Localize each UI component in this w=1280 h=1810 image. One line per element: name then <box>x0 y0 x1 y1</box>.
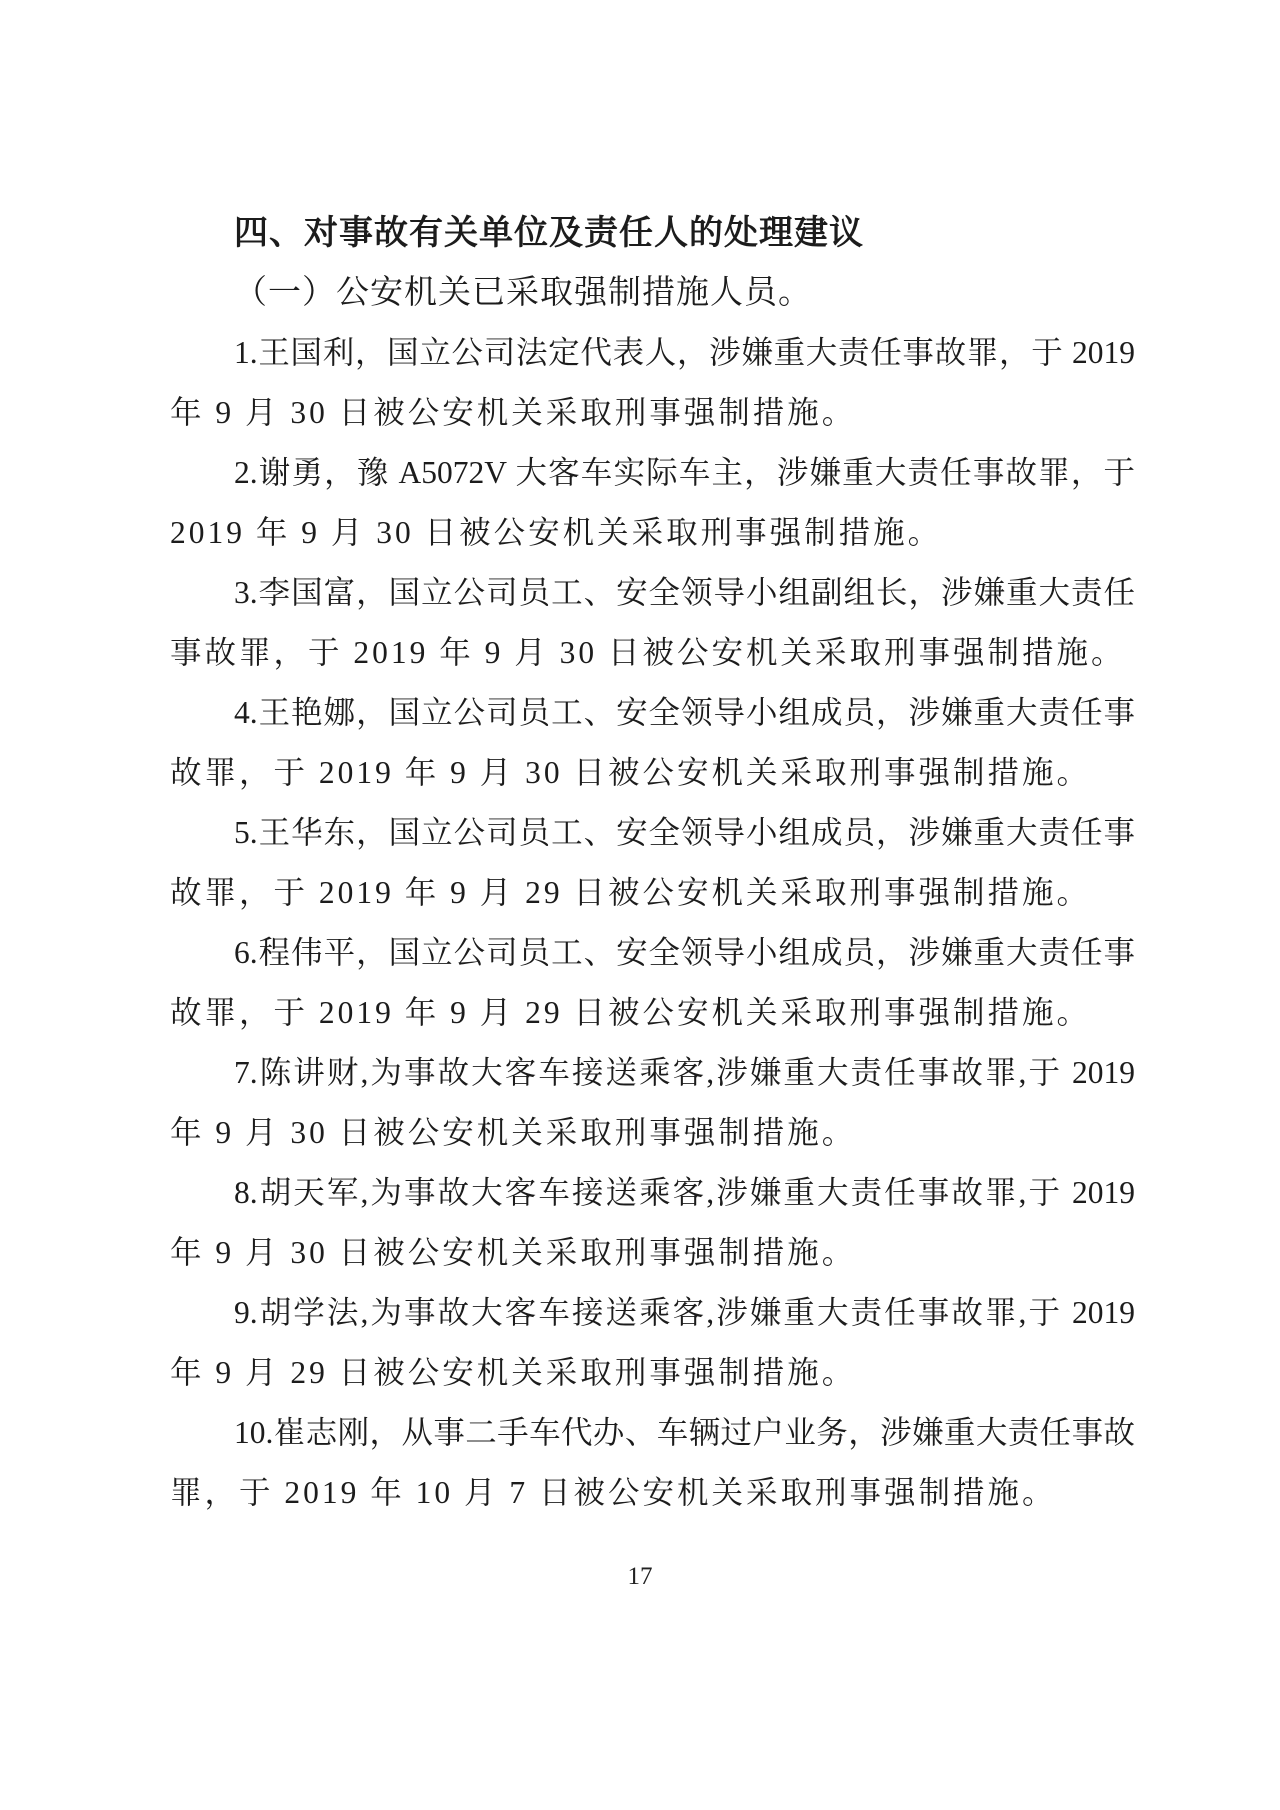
subsection-heading: （一）公安机关已采取强制措施人员。 <box>234 275 812 311</box>
report-item <box>170 683 1135 803</box>
report-item-line-2: 年 9 月 30 日被公安机关采取刑事强制措施。 <box>170 1115 857 1150</box>
report-item-line-1: 6.程伟平，国立公司员工、安全领导小组成员，涉嫌重大责任事 <box>234 935 1135 970</box>
report-item-line-1: 3.李国富，国立公司员工、安全领导小组副组长，涉嫌重大责任 <box>234 575 1135 610</box>
report-item-line-2: 故罪，于 2019 年 9 月 29 日被公安机关采取刑事强制措施。 <box>170 995 1092 1030</box>
report-item-line-2: 年 9 月 29 日被公安机关采取刑事强制措施。 <box>170 1355 857 1390</box>
report-item <box>170 803 1135 923</box>
report-item-line-2: 年 9 月 30 日被公安机关采取刑事强制措施。 <box>170 395 857 430</box>
section-heading: 四、对事故有关单位及责任人的处理建议 <box>234 214 864 252</box>
report-item-line-1: 2.谢勇，豫 A5072V 大客车实际车主，涉嫌重大责任事故罪，于 <box>234 455 1135 490</box>
report-item-line-2: 罪，于 2019 年 10 月 7 日被公安机关采取刑事强制措施。 <box>170 1475 1057 1510</box>
document-body <box>170 203 1135 1523</box>
report-item-line-2: 2019 年 9 月 30 日被公安机关采取刑事强制措施。 <box>170 515 943 550</box>
report-item-line-1: 8.胡天军,为事故大客车接送乘客,涉嫌重大责任事故罪,于 2019 <box>234 1175 1135 1210</box>
report-item <box>170 923 1135 1043</box>
report-item <box>170 1163 1135 1283</box>
report-item-line-1: 1.王国利，国立公司法定代表人，涉嫌重大责任事故罪，于 2019 <box>234 335 1135 370</box>
report-item <box>170 323 1135 443</box>
report-item <box>170 443 1135 563</box>
report-item <box>170 563 1135 683</box>
report-item-line-2: 故罪，于 2019 年 9 月 30 日被公安机关采取刑事强制措施。 <box>170 755 1092 790</box>
report-item-line-1: 10.崔志刚，从事二手车代办、车辆过户业务，涉嫌重大责任事故 <box>234 1415 1135 1450</box>
report-item-line-1: 5.王华东，国立公司员工、安全领导小组成员，涉嫌重大责任事 <box>234 815 1135 850</box>
report-item-line-2: 故罪，于 2019 年 9 月 29 日被公安机关采取刑事强制措施。 <box>170 875 1092 910</box>
report-item-line-1: 7.陈讲财,为事故大客车接送乘客,涉嫌重大责任事故罪,于 2019 <box>234 1055 1135 1090</box>
report-item-line-1: 9.胡学法,为事故大客车接送乘客,涉嫌重大责任事故罪,于 2019 <box>234 1295 1135 1330</box>
report-item-line-1: 4.王艳娜，国立公司员工、安全领导小组成员，涉嫌重大责任事 <box>234 695 1135 730</box>
report-item-line-2: 事故罪，于 2019 年 9 月 30 日被公安机关采取刑事强制措施。 <box>170 635 1126 670</box>
report-item <box>170 1283 1135 1403</box>
report-item <box>170 1403 1135 1523</box>
items-container <box>170 323 1135 1523</box>
report-item-line-2: 年 9 月 30 日被公安机关采取刑事强制措施。 <box>170 1235 857 1270</box>
report-item <box>170 1043 1135 1163</box>
page-number: 17 <box>627 1563 653 1590</box>
